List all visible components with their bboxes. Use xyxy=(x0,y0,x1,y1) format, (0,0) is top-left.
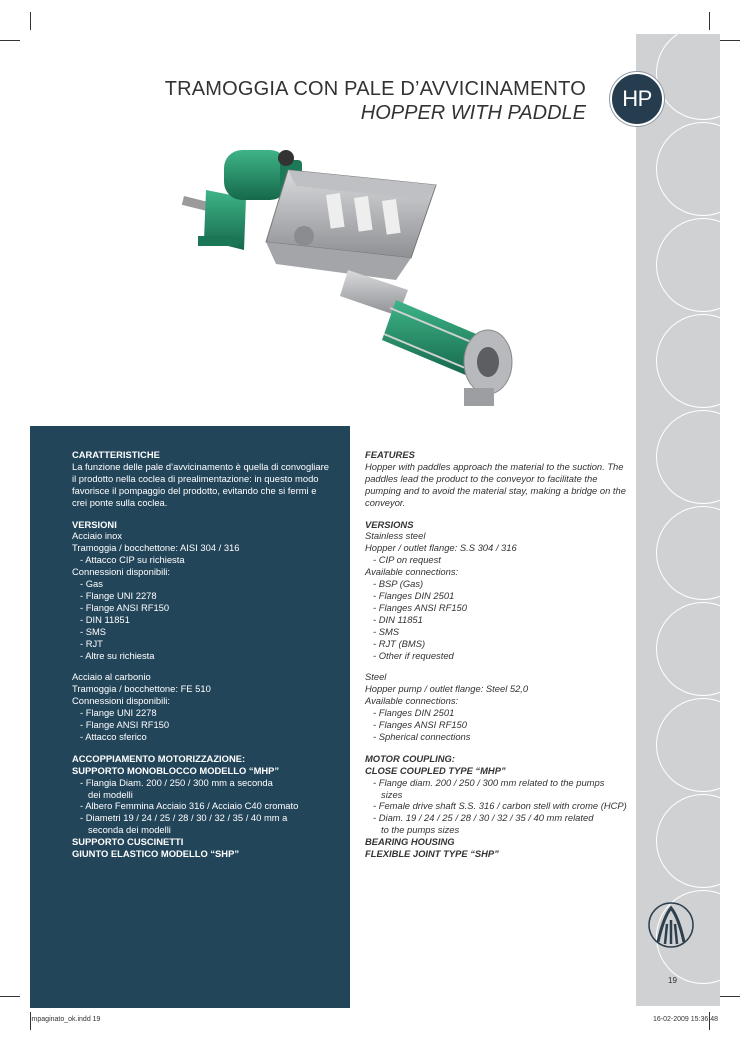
list-item: - DIN 11851 xyxy=(80,613,130,625)
crop-mark xyxy=(0,996,20,997)
spec-line: - Attacco CIP su richiesta xyxy=(80,554,185,566)
decorative-circle xyxy=(656,410,720,504)
list-item-continuation: seconda dei modelli xyxy=(88,824,171,836)
list-item-continuation: dei modelli xyxy=(88,788,133,800)
spec-line: - CIP on request xyxy=(373,554,441,566)
title-italian: TRAMOGGIA CON PALE D’AVVICINAMENTO xyxy=(164,78,586,100)
decorative-circle xyxy=(656,698,720,792)
list-item: - Flangia Diam. 200 / 250 / 300 mm a seconda xyxy=(80,776,273,788)
product-code-badge: HP xyxy=(610,72,664,126)
list-item: - Diametri 19 / 24 / 25 / 28 / 30 / 32 / 35 / 40 mm a xyxy=(80,812,288,824)
list-item: - Flanges ANSI RF150 xyxy=(373,601,467,613)
list-item: - Flanges DIN 2501 xyxy=(373,589,455,601)
list-item-continuation: to the pumps sizes xyxy=(381,824,460,836)
list-item: - Altre su richiesta xyxy=(80,649,155,661)
list-item: - Albero Femmina Acciaio 316 / Acciaio C40 cromato xyxy=(80,800,299,812)
spec-line: Available connections: xyxy=(365,566,459,578)
section-heading: BEARING HOUSING xyxy=(365,836,455,848)
spec-line: Hopper / outlet flange: S.S 304 / 316 xyxy=(365,542,517,554)
spec-line: Tramoggia / bocchettone: FE 510 xyxy=(72,683,211,695)
section-heading: SUPPORTO CUSCINETTI xyxy=(72,836,184,848)
crop-mark xyxy=(720,40,740,41)
spec-line: Steel xyxy=(365,671,387,683)
footer-file-name: impaginato_ok.indd 19 xyxy=(30,1016,101,1023)
list-item: - RJT (BMS) xyxy=(373,637,426,649)
section-heading: FLEXIBLE JOINT TYPE “SHP” xyxy=(365,848,499,860)
section-heading: SUPPORTO MONOBLOCCO MODELLO “MHP” xyxy=(72,764,280,776)
decorative-circle xyxy=(656,34,720,120)
crop-mark xyxy=(720,996,740,997)
decorative-circle xyxy=(656,602,720,696)
crop-mark xyxy=(709,12,710,30)
spec-line: Connessioni disponibili: xyxy=(72,695,170,707)
list-item: - Flange ANSI RF150 xyxy=(80,719,170,731)
footer-timestamp: 16-02-2009 15:36:48 xyxy=(653,1016,718,1023)
english-specs xyxy=(365,449,627,860)
spec-line: Stainless steel xyxy=(365,530,426,542)
company-logo xyxy=(646,900,696,950)
spec-line: Acciaio inox xyxy=(72,530,123,542)
crop-mark xyxy=(0,40,20,41)
section-heading: FEATURES xyxy=(365,449,415,460)
hopper-pump-illustration xyxy=(176,140,521,415)
title-english: HOPPER WITH PADDLE xyxy=(360,102,586,124)
italian-specs xyxy=(72,449,334,860)
section-heading: MOTOR COUPLING: xyxy=(365,752,455,764)
list-item: - SMS xyxy=(373,625,400,637)
list-item: - Flanges DIN 2501 xyxy=(373,707,455,719)
spec-line: Hopper pump / outlet flange: Steel 52,0 xyxy=(365,683,529,695)
list-item: - Flange ANSI RF150 xyxy=(80,601,170,613)
page-title xyxy=(165,78,586,124)
decorative-sidebar xyxy=(636,34,720,1006)
section-heading: VERSIONS xyxy=(365,518,414,530)
spec-line: Acciaio al carbonio xyxy=(72,671,151,683)
list-item-continuation: sizes xyxy=(381,788,403,800)
list-item: - SMS xyxy=(80,625,107,637)
spec-line: Tramoggia / bocchettone: AISI 304 / 316 xyxy=(72,542,240,554)
section-heading: ACCOPPIAMENTO MOTORIZZAZIONE: xyxy=(72,752,246,764)
features-text: La funzione delle pale d’avvicinamento è quella di convogliare il prodotto nella coclea di prealimentazione: in questo modo favorisce il pompaggio del prodotto, evitando che si fermi e crei ponte sulla coclea. xyxy=(72,460,329,508)
section-heading: GIUNTO ELASTICO MODELLO “SHP” xyxy=(72,848,240,860)
decorative-circle xyxy=(656,122,720,216)
features-text: Hopper with paddles approach the material to the suction. The paddles lead the product to the conveyor to facilitate the pumping and to avoid the material stay, making a bridge on the conveyor. xyxy=(365,460,626,508)
spec-line: Connessioni disponibili: xyxy=(72,566,170,578)
decorative-circle xyxy=(656,506,720,600)
spec-line: Available connections: xyxy=(365,695,459,707)
list-item: - RJT xyxy=(80,637,103,649)
list-item: - Other if requested xyxy=(373,649,454,661)
list-item: - Gas xyxy=(80,578,103,590)
list-item: - BSP (Gas) xyxy=(373,578,424,590)
list-item: - Flange UNI 2278 xyxy=(80,707,157,719)
section-heading: CARATTERISTICHE xyxy=(72,449,160,460)
decorative-circle xyxy=(656,314,720,408)
list-item: - Flange UNI 2278 xyxy=(80,589,157,601)
list-item: - Spherical connections xyxy=(373,730,471,742)
crop-mark xyxy=(30,12,31,30)
decorative-circle xyxy=(656,218,720,312)
decorative-circle xyxy=(656,794,720,888)
list-item: - DIN 11851 xyxy=(373,613,423,625)
page-number: 19 xyxy=(668,976,677,985)
list-item: - Diam. 19 / 24 / 25 / 28 / 30 / 32 / 35 / 40 mm related xyxy=(373,812,594,824)
list-item: - Flange diam. 200 / 250 / 300 mm related to the pumps xyxy=(373,776,605,788)
section-heading: CLOSE COUPLED TYPE “MHP” xyxy=(365,764,506,776)
list-item: - Attacco sferico xyxy=(80,730,147,742)
list-item: - Female drive shaft S.S. 316 / carbon stell with crome (HCP) xyxy=(373,800,627,812)
list-item: - Flanges ANSI RF150 xyxy=(373,719,467,731)
section-heading: VERSIONI xyxy=(72,518,117,530)
